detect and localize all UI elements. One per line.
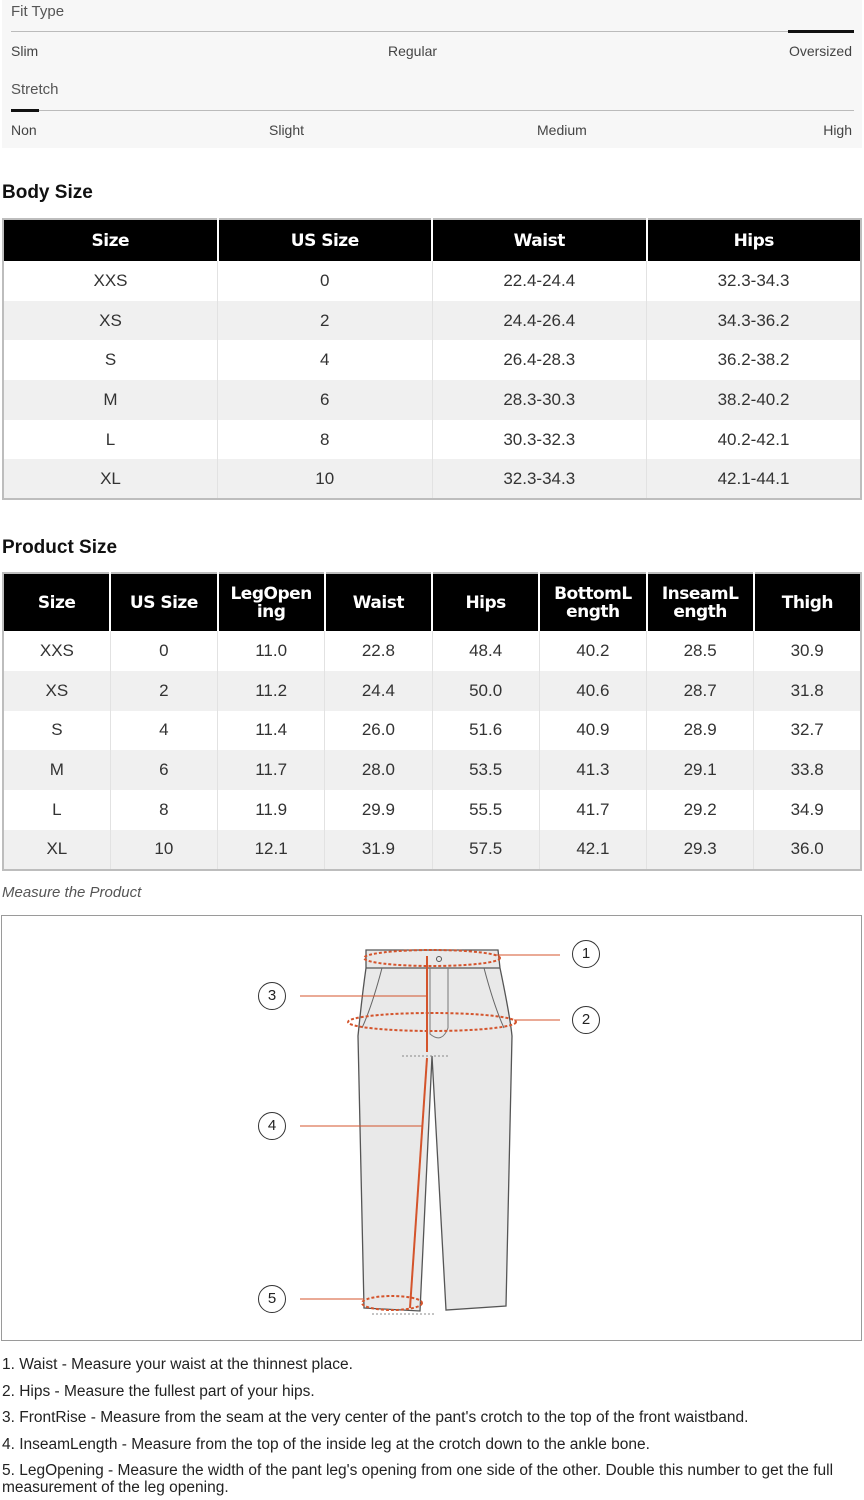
marker-1: 1	[572, 940, 600, 968]
table-cell: 11.2	[218, 671, 325, 711]
table-cell: XS	[3, 671, 110, 711]
table-cell: 2	[218, 301, 433, 341]
table-cell: 32.3-34.3	[432, 459, 647, 499]
note-inseam: 4. InseamLength - Measure from the top of the inside leg at the crotch down to the ankle bone.	[2, 1435, 650, 1453]
note-front-rise: 3. FrontRise - Measure from the seam at the very center of the pant's crotch to the top of the front waistband.	[2, 1409, 749, 1426]
table-row	[3, 711, 861, 751]
marker-5: 5	[258, 1285, 286, 1313]
header-cell: Waist	[432, 219, 647, 261]
table-cell: XXS	[3, 261, 218, 301]
table-cell: 40.6	[539, 671, 646, 711]
table-row	[3, 301, 861, 341]
table-cell: 57.5	[432, 830, 539, 870]
table-cell: 22.4-24.4	[432, 261, 647, 301]
table-cell: 41.3	[539, 750, 646, 790]
stretch-scale-line	[11, 110, 854, 111]
table-cell: 29.1	[647, 750, 754, 790]
header-cell: Hips	[647, 219, 862, 261]
table-cell: 28.5	[647, 631, 754, 671]
table-row	[3, 750, 861, 790]
table-cell: 30.9	[790, 640, 824, 660]
body-size-table	[2, 218, 862, 500]
table-row	[3, 790, 861, 830]
marker-4: 4	[258, 1112, 286, 1140]
table-cell: 48.4	[432, 631, 539, 671]
table-cell: 41.7	[539, 790, 646, 830]
header-cell: Size	[3, 573, 110, 631]
table-cell: XS	[3, 301, 218, 341]
table-cell: 0	[110, 631, 217, 671]
table-cell: 40.2-42.1	[717, 429, 790, 449]
table-cell: L	[3, 790, 110, 830]
fit-type-label-slim: Slim	[11, 43, 39, 59]
table-header-row	[3, 219, 861, 261]
fit-type-scale-line	[11, 31, 854, 32]
header-cell: US Size	[110, 573, 217, 631]
table-cell: M	[3, 750, 110, 790]
table-cell: 33.8	[754, 750, 861, 790]
table-cell: 8	[110, 790, 217, 830]
stretch-label-high: High	[823, 122, 852, 138]
marker-2: 2	[572, 1006, 600, 1034]
fit-type-indicator	[788, 30, 854, 33]
table-cell: 11.4	[218, 711, 325, 751]
body-size-title: Body Size	[2, 182, 93, 203]
header-cell: Waist	[325, 573, 432, 631]
table-cell: 28.3-30.3	[432, 380, 647, 420]
table-cell: 28.9	[647, 711, 754, 751]
header-cell: Size	[3, 219, 218, 261]
table-cell: 40.9	[539, 711, 646, 751]
table-cell: M	[3, 380, 218, 420]
table-cell: 28.7	[647, 671, 754, 711]
table-cell: 31.9	[325, 830, 432, 870]
table-cell: 22.8	[325, 631, 432, 671]
fit-panel	[2, 0, 862, 148]
table-cell: 36.0	[754, 830, 861, 870]
table-cell: 11.0	[218, 631, 325, 671]
table-cell: 11.9	[218, 790, 325, 830]
table-cell: 6	[218, 380, 433, 420]
table-cell: XXS	[3, 631, 110, 671]
table-cell: 32.3-34.3	[717, 270, 790, 290]
table-row	[3, 420, 861, 460]
table-cell: L	[3, 420, 218, 460]
table-cell: 34.3-36.2	[647, 301, 862, 341]
table-cell: 12.1	[218, 830, 325, 870]
note-hips: 2. Hips - Measure the fullest part of your hips.	[2, 1382, 315, 1400]
measurement-notes	[2, 1356, 852, 1496]
table-cell: 28.0	[325, 750, 432, 790]
marker-3: 3	[258, 982, 286, 1010]
header-cell: InseamL ength	[647, 573, 754, 631]
table-row	[3, 340, 861, 380]
table-cell: 40.2	[539, 631, 646, 671]
table-cell: 50.0	[432, 671, 539, 711]
measure-title: Measure the Product	[2, 884, 142, 901]
stretch-label-slight: Slight	[269, 122, 305, 138]
table-cell: 4	[110, 711, 217, 751]
stretch-title: Stretch	[11, 81, 59, 98]
table-header-row	[3, 573, 861, 631]
table-cell: 36.2-38.2	[717, 350, 790, 370]
fit-type-label-oversized: Oversized	[788, 43, 852, 59]
stretch-indicator	[11, 109, 39, 112]
table-cell: 0	[218, 261, 433, 301]
table-row	[3, 671, 861, 711]
table-cell: 24.4	[325, 671, 432, 711]
table-cell: 8	[218, 420, 433, 460]
table-row	[3, 631, 861, 671]
table-cell: S	[3, 340, 218, 380]
product-size-table	[2, 572, 862, 871]
table-cell: XL	[3, 830, 110, 870]
table-row	[3, 459, 861, 499]
header-cell: Hips	[432, 573, 539, 631]
table-cell: 34.9	[790, 800, 824, 820]
table-row	[3, 830, 861, 870]
table-cell: 53.5	[432, 750, 539, 790]
table-cell: 6	[110, 750, 217, 790]
table-cell: 30.3-32.3	[432, 420, 647, 460]
table-cell: 4	[218, 340, 433, 380]
fit-type-label-regular: Regular	[388, 43, 438, 59]
table-cell: 26.4-28.3	[432, 340, 647, 380]
table-cell: 38.2-40.2	[647, 380, 862, 420]
table-cell: 26.0	[325, 711, 432, 751]
header-cell: Thigh	[754, 573, 861, 631]
table-cell: XL	[3, 459, 218, 499]
note-waist: 1. Waist - Measure your waist at the thinnest place.	[2, 1356, 353, 1373]
table-cell: 11.7	[218, 750, 325, 790]
pants-diagram	[1, 915, 862, 1341]
table-cell: 51.6	[432, 711, 539, 751]
table-cell: 10	[110, 830, 217, 870]
table-row	[3, 380, 861, 420]
table-cell: 10	[218, 459, 433, 499]
stretch-label-medium: Medium	[537, 122, 587, 138]
table-cell: 2	[110, 671, 217, 711]
table-cell: 55.5	[432, 790, 539, 830]
table-cell: 31.8	[754, 671, 861, 711]
table-cell: 24.4-26.4	[432, 301, 647, 341]
header-cell: US Size	[218, 219, 433, 261]
pants-illustration	[2, 916, 861, 1340]
table-cell: 29.9	[325, 790, 432, 830]
fit-type-title: Fit Type	[11, 3, 65, 20]
product-size-title: Product Size	[2, 537, 118, 558]
table-cell: 29.3	[647, 830, 754, 870]
table-cell: S	[3, 711, 110, 751]
stretch-label-non: Non	[11, 122, 37, 138]
header-cell: LegOpen ing	[218, 573, 325, 631]
table-row	[3, 261, 861, 301]
table-cell: 42.1	[539, 830, 646, 870]
table-cell: 32.7	[790, 720, 824, 740]
table-cell: 29.2	[647, 790, 754, 830]
note-leg-opening: 5. LegOpening - Measure the width of the pant leg's opening from one side of the other. Double this number to get the full measurement of the leg opening.	[2, 1462, 834, 1496]
table-cell: 42.1-44.1	[647, 459, 862, 499]
header-cell: BottomL ength	[539, 573, 646, 631]
